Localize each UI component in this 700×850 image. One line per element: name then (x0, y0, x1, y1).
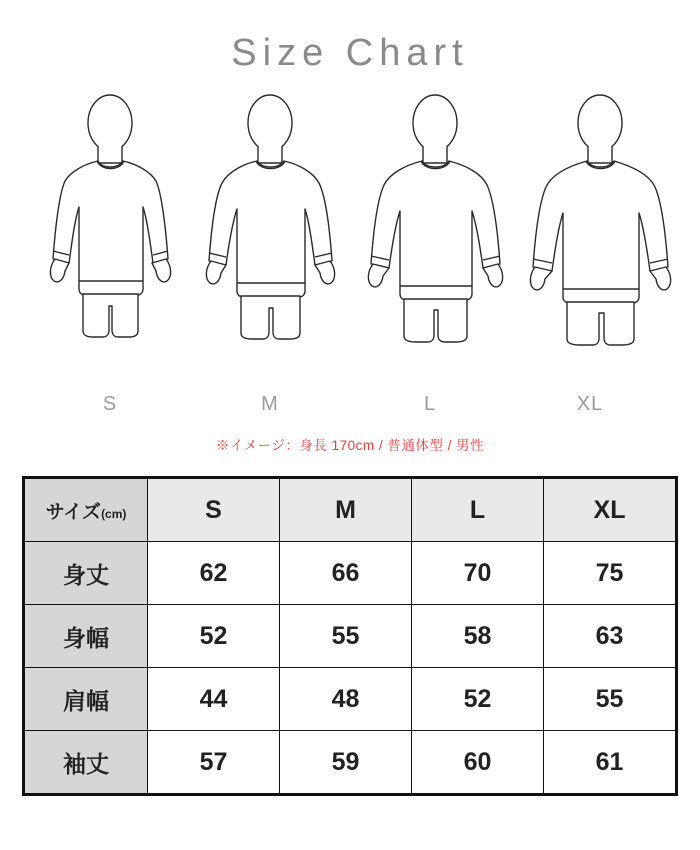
figure-cell-xl (510, 91, 670, 416)
row-header-mitake: 身丈 (25, 542, 148, 605)
figure-cell-l (350, 91, 510, 416)
row-header-mihaba: 身幅 (25, 605, 148, 668)
cell-sodetake-m: 59 (280, 731, 412, 794)
cell-katahaba-xl: 55 (544, 668, 676, 731)
figure-row (0, 91, 700, 416)
column-header-s: S (148, 479, 280, 542)
column-header-l: L (412, 479, 544, 542)
cell-mitake-l: 70 (412, 542, 544, 605)
cell-mihaba-s: 52 (148, 605, 280, 668)
figure-cell-s (30, 91, 190, 416)
cell-sodetake-s: 57 (148, 731, 280, 794)
row-header-sodetake: 袖丈 (25, 731, 148, 794)
table-row (25, 605, 676, 668)
sweatshirt-figure-icon (350, 91, 520, 391)
image-note: ※イメージ：身長 170cm / 普通体型 / 男性 (215, 438, 485, 453)
table-corner-header (25, 479, 148, 542)
cell-sodetake-xl: 61 (544, 731, 676, 794)
table-row (25, 542, 676, 605)
cell-katahaba-s: 44 (148, 668, 280, 731)
cell-mihaba-l: 58 (412, 605, 544, 668)
table-row (25, 668, 676, 731)
figure-label: S (102, 393, 118, 415)
cell-katahaba-m: 48 (280, 668, 412, 731)
cell-mihaba-xl: 63 (544, 605, 676, 668)
page-title: Size Chart (231, 32, 469, 74)
size-table-wrapper (22, 476, 678, 796)
sweatshirt-figure-icon (190, 91, 350, 391)
cell-mitake-m: 66 (280, 542, 412, 605)
corner-unit: (cm) (101, 506, 127, 521)
figure-label: L (423, 393, 437, 415)
corner-label: サイズ (45, 501, 102, 523)
column-header-m: M (280, 479, 412, 542)
sweatshirt-figure-icon (510, 91, 690, 391)
cell-mitake-xl: 75 (544, 542, 676, 605)
column-header-xl: XL (544, 479, 676, 542)
table-header-row (25, 479, 676, 542)
row-header-katahaba: 肩幅 (25, 668, 148, 731)
cell-mihaba-m: 55 (280, 605, 412, 668)
table-row (25, 731, 676, 794)
cell-sodetake-l: 60 (412, 731, 544, 794)
figure-label: XL (576, 393, 604, 415)
figure-cell-m (190, 91, 350, 416)
sweatshirt-figure-icon (35, 91, 185, 391)
cell-katahaba-l: 52 (412, 668, 544, 731)
size-table (24, 478, 676, 794)
figure-label: M (261, 393, 279, 415)
cell-mitake-s: 62 (148, 542, 280, 605)
